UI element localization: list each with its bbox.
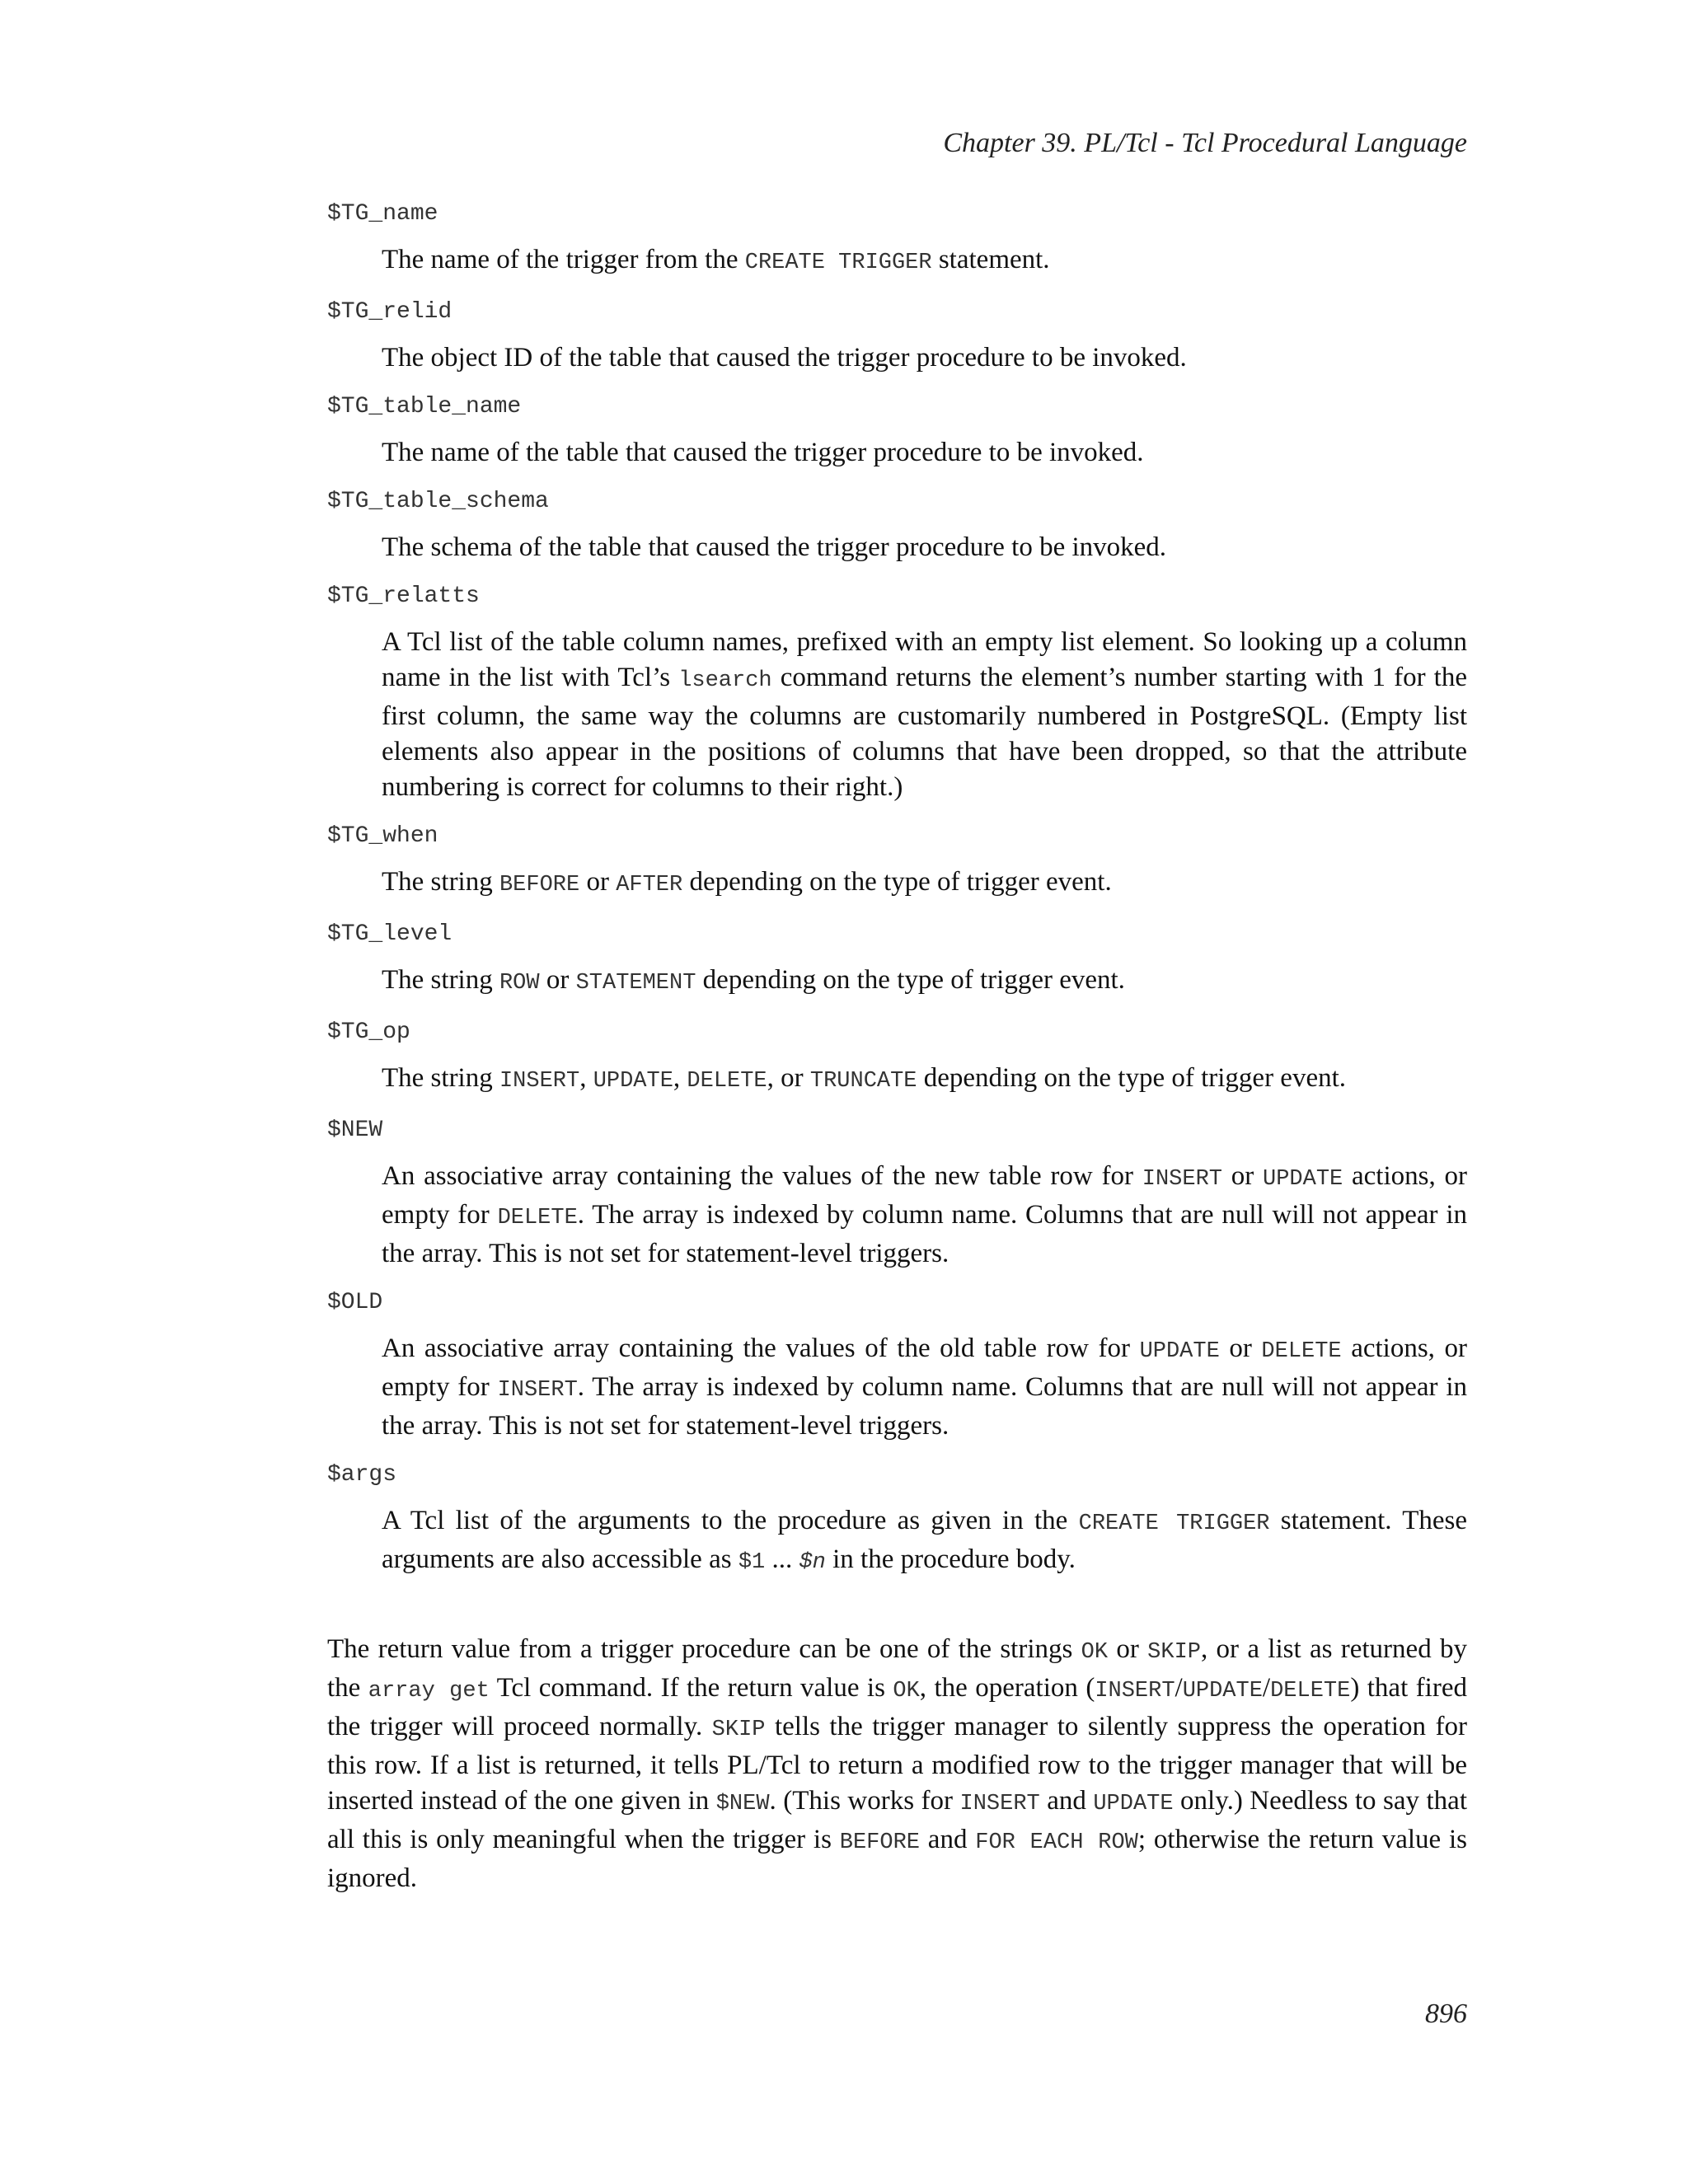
definition-entry [327, 580, 1467, 805]
definition-entry [327, 1459, 1467, 1581]
page-number: 896 [1425, 1999, 1467, 2029]
variable-term: $TG_level [327, 921, 452, 947]
variable-description: An associative array containing the values of the new table row for INSERT or UPDATE actions, or empty for DELETE. The array is indexed by column name. Columns that are null will not appear in the array. This is not set for statement-level triggers. [382, 1161, 1467, 1268]
variable-description: The name of the trigger from the CREATE TRIGGER statement. [382, 245, 1050, 275]
variable-description: A Tcl list of the arguments to the procedure as given in the CREATE TRIGGER statement. These arguments are also accessible as $1 ... $n in the procedure body. [382, 1506, 1468, 1575]
definition-entry [327, 1016, 1467, 1099]
variable-definition-list [327, 198, 1467, 1596]
return-value-paragraph: The return value from a trigger procedure can be one of the strings OK or SKIP, or a list as returned by the array get Tcl command. If the return value is OK, the operation (INSERT/UPDATE/DELETE) that fired the trigger will proceed normally. SKIP tells the trigger manager to silently suppress the operation for this row. If a list is returned, it tells PL/Tcl to return a modified row to the trigger manager that will be inserted instead of the one given in $NEW. (This works for INSERT and UPDATE only.) Needless to say that all this is only meaningful when the trigger is BEFORE and FOR EACH ROW; otherwise the return value is ignored. [327, 1634, 1468, 1893]
variable-description: An associative array containing the values of the old table row for UPDATE or DELETE actions, or empty for INSERT. The array is indexed by column name. Columns that are null will not appear in the array. This is not set for statement-level triggers. [382, 1333, 1467, 1441]
definition-entry [327, 296, 1467, 376]
variable-description: The string INSERT, UPDATE, DELETE, or TRUNCATE depending on the type of trigger event. [382, 1063, 1347, 1094]
definition-entry [327, 1286, 1467, 1444]
variable-description: The schema of the table that caused the trigger procedure to be invoked. [382, 532, 1167, 562]
variable-term: $TG_when [327, 823, 438, 849]
variable-term: $args [327, 1462, 397, 1488]
variable-term: $TG_table_schema [327, 489, 549, 514]
variable-term: $TG_relatts [327, 583, 480, 609]
variable-term: $TG_op [327, 1019, 410, 1045]
variable-term: $NEW [327, 1118, 383, 1143]
variable-term: $TG_table_name [327, 394, 522, 419]
definition-entry [327, 1114, 1467, 1272]
definition-entry [327, 485, 1467, 565]
variable-description: The name of the table that caused the trigger procedure to be invoked. [382, 438, 1144, 467]
variable-description: The string BEFORE or AFTER depending on the type of trigger event. [382, 867, 1112, 898]
definition-entry [327, 820, 1467, 903]
definition-entry [327, 198, 1467, 281]
variable-description: A Tcl list of the table column names, prefixed with an empty list element. So looking up a column name in the list with Tcl’s lsearch command returns the element’s number starting with 1 for the first column, the same way the columns are customarily numbered in PostgreSQL. (Empty list elements also appear in the positions of columns that have been dropped, so that the attribute numbering is correct for columns to their right.) [382, 627, 1467, 802]
variable-description: The object ID of the table that caused the trigger procedure to be invoked. [382, 343, 1187, 373]
variable-term: $TG_name [327, 201, 438, 227]
variable-term: $TG_relid [327, 299, 452, 325]
definition-entry [327, 918, 1467, 1001]
chapter-header: Chapter 39. PL/Tcl - Tcl Procedural Language [943, 128, 1467, 158]
variable-description: The string ROW or STATEMENT depending on the type of trigger event. [382, 965, 1125, 996]
variable-term: $OLD [327, 1290, 383, 1315]
definition-entry [327, 391, 1467, 471]
